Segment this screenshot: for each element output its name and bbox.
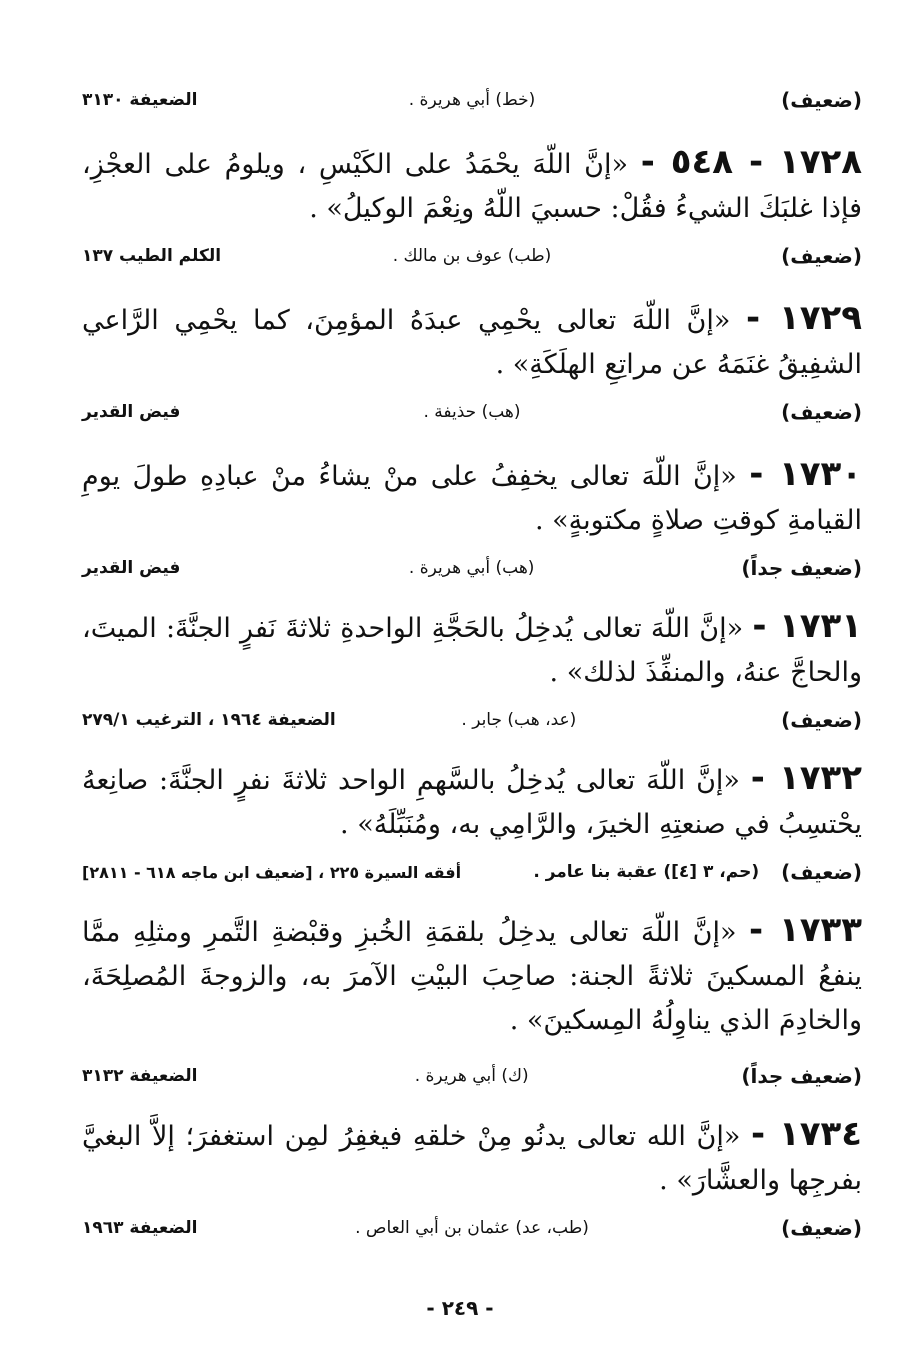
- hadith-text: «إنَّ اللّهَ تعالى يدخِلُ بلقمَةِ الخُبزِ وقبْضةِ التَّمرِ ومثلِهِ ممَّا ينفعُ المسكينَ ثلاثةً الجنة: صاحِبَ البيْتِ الآمرَ به، والزوجةَ المُصلِحَةَ، والخادِمَ الذي يناوِلُهُ المِسكينَ» .: [82, 917, 862, 1036]
- hadith-number: ١٧٣١ -: [752, 606, 862, 646]
- source-citation: (عد، هب) جابر .: [461, 710, 577, 730]
- hadith-text: «إنَّ الله تعالى يدنُو مِنْ خلقهِ فيغفِرُ لمِن استغفرَ؛ إلاَّ البغيَّ بفرجِها والعشَّارَ» .: [82, 1121, 862, 1196]
- source-citation: (هب) أبي هريرة .: [408, 558, 535, 578]
- grade-line-6: [82, 1056, 862, 1096]
- source-citation: (حم، ٣ [٤]) عقبة بنا عامر .: [533, 862, 760, 882]
- page-number: - ٢٤٩ -: [426, 1296, 494, 1320]
- grade-label: (ضعيف): [781, 1216, 862, 1240]
- hadith-number: ١٧٣٤ -: [750, 1114, 862, 1154]
- grade-label: (ضعيف): [781, 244, 862, 268]
- grade-line-2: [82, 392, 862, 432]
- source-citation: (ك) أبي هريرة .: [414, 1066, 529, 1086]
- reference: أفقه السيرة ٢٢٥ ، [ضعيف ابن ماجه ٦١٨ - ٢٨١١]: [82, 862, 462, 882]
- reference: الكلم الطيب ١٣٧: [82, 246, 222, 266]
- grade-line-4: [82, 700, 862, 740]
- hadith-1732: [82, 756, 862, 847]
- hadith-number: ١٧٣٢ -: [750, 758, 863, 798]
- grade-label: (ضعيف): [781, 860, 862, 884]
- hadith-1728: [82, 140, 862, 231]
- grade-line-5: [82, 852, 862, 892]
- grade-line-1: [82, 236, 862, 276]
- reference: فيض القدير: [82, 402, 181, 422]
- hadith-1731: [82, 604, 862, 695]
- hadith-1733: [82, 908, 862, 1043]
- reference: الضعيفة ١٩٦٤ ، الترغيب ٢٧٩/١: [82, 710, 336, 730]
- source-citation: (طب، عد) عثمان بن أبي العاص .: [355, 1218, 589, 1238]
- grade-label: (ضعيف جداً): [741, 556, 862, 580]
- reference: الضعيفة ٣١٣٠: [82, 90, 198, 110]
- reference: الضعيفة ١٩٦٣: [82, 1218, 198, 1238]
- hadith-1730: [82, 452, 862, 543]
- grade-line-3: [82, 548, 862, 588]
- hadith-text: «إنَّ اللّهَ يحْمَدُ على الكَيْسِ ، ويلومُ على العجْزِ، فإذا غلبَكَ الشيءُ فقُلْ: حسبيَ اللّهُ ونِعْمَ الوكيلُ» .: [82, 149, 862, 224]
- source-citation: (خط) أبي هريرة .: [408, 90, 536, 110]
- hadith-number: ١٧٣٣ -: [749, 910, 862, 950]
- grade-label: (ضعيف): [781, 400, 862, 424]
- hadith-1734: [82, 1112, 862, 1203]
- grade-line-7: [82, 1208, 862, 1248]
- grade-label: (ضعيف): [781, 708, 862, 732]
- source-citation: (هب) حذيفة .: [423, 402, 521, 422]
- hadith-text: «إنَّ اللّهَ تعالى يُدخِلُ بالحَجَّةِ الواحدةِ ثلاثةَ نَفرٍ الجنَّةَ: الميتَ، والحاجَّ عنهُ، والمنفِّذَ لذلك» .: [82, 613, 862, 688]
- grade-label: (ضعيف): [781, 88, 862, 112]
- grade-label: (ضعيف جداً): [741, 1064, 862, 1088]
- reference: الضعيفة ٣١٣٢: [82, 1066, 198, 1086]
- hadith-number: ١٧٢٨ - ٥٤٨ -: [640, 142, 863, 182]
- hadith-number: ١٧٣٠ -: [749, 454, 862, 494]
- hadith-number: ١٧٢٩ -: [746, 298, 862, 338]
- hadith-text: «إنَّ اللّهَ تعالى يخفِفُ على منْ يشاءُ منْ عبادِهِ طولَ يومِ القيامةِ كوقتِ صلاةٍ مكتوبةٍ» .: [82, 461, 862, 536]
- grade-line-0: [82, 80, 862, 120]
- hadith-text: «إنَّ اللّهَ تعالى يحْمِي عبدَهُ المؤمِنَ، كما يحْمِي الرَّاعي الشفِيقُ غنَمَهُ عن مراتِعِ الهلَكَةِ» .: [82, 305, 862, 380]
- hadith-text: «إنَّ اللّهَ تعالى يُدخِلُ بالسَّهمِ الواحد ثلاثةَ نفرٍ الجنَّةَ: صانِعهُ يحْتسِبُ في صنعتِهِ الخيرَ، والرَّامِي به، ومُنَبِّلَهُ» .: [82, 765, 862, 840]
- reference: فيض القدير: [82, 558, 181, 578]
- source-citation: (طب) عوف بن مالك .: [392, 246, 552, 266]
- hadith-1729: [82, 296, 862, 387]
